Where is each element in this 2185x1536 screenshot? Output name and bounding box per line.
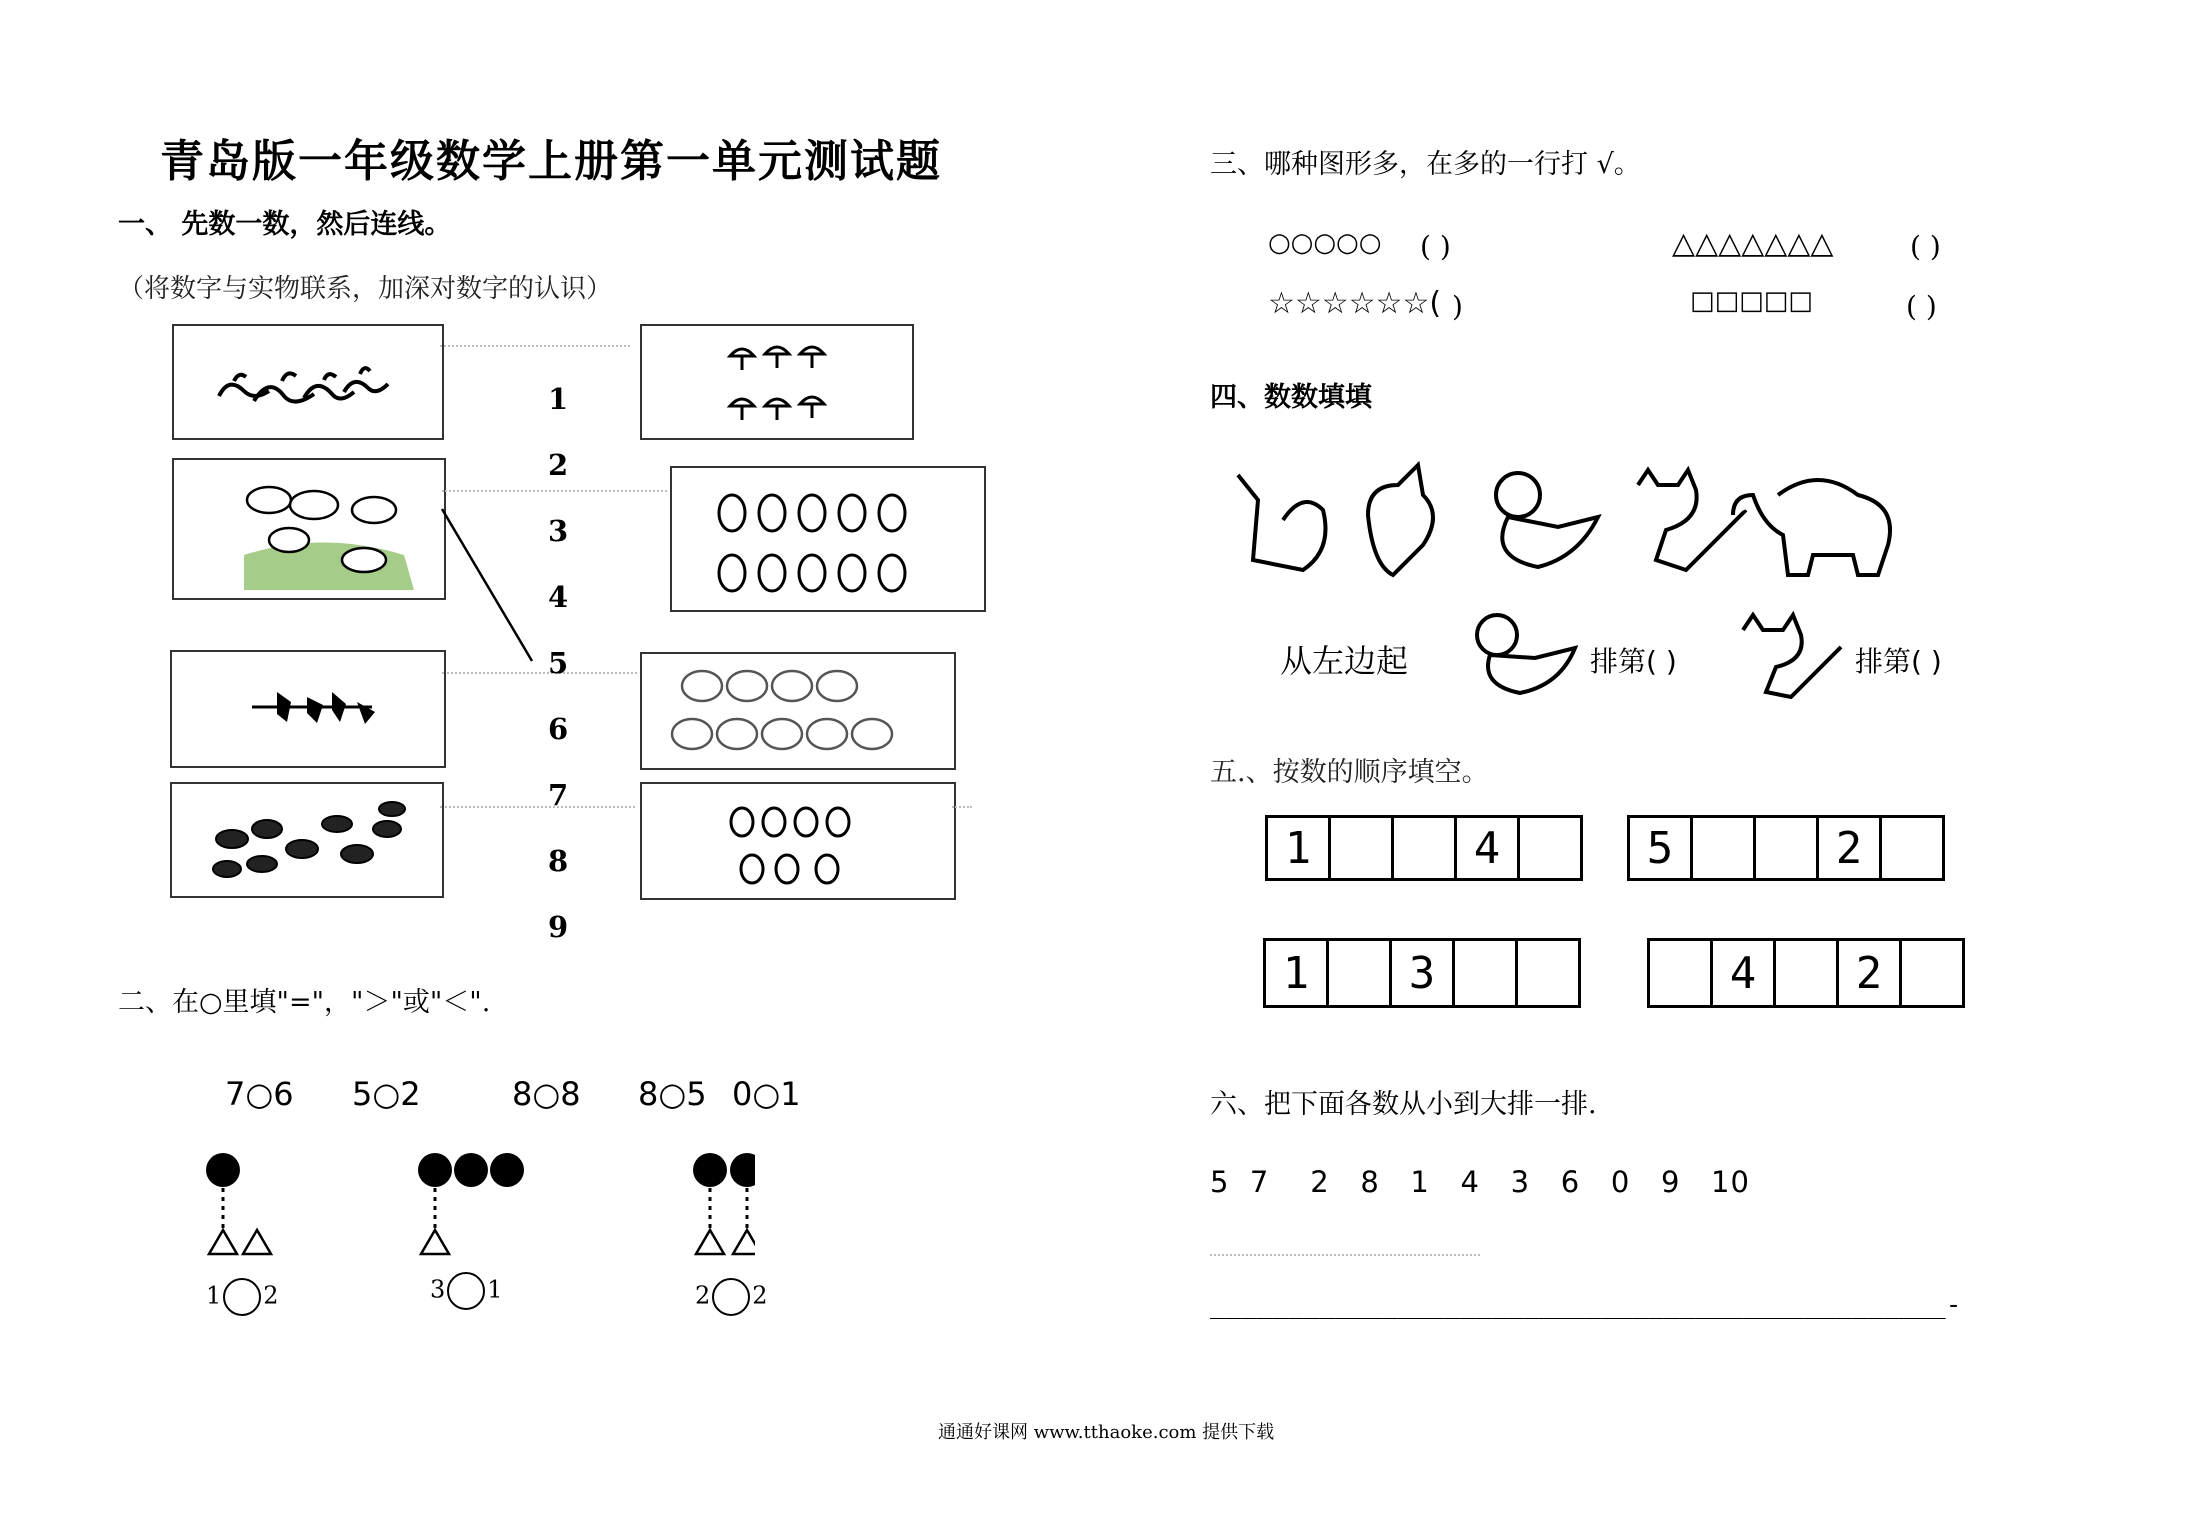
fish-picture [172, 784, 442, 896]
match-number: 5 [548, 646, 569, 680]
section-3-heading: 三、哪种图形多，在多的一行打 √。 [1210, 149, 1641, 180]
dots-triangles-diagram [195, 1150, 755, 1260]
compare-expression: 8○8 [512, 1075, 581, 1113]
compare-right: 2 [752, 1281, 768, 1310]
sequence-cell[interactable]: 3 [1392, 941, 1455, 1005]
guide-line [442, 672, 637, 674]
match-number: 3 [548, 514, 569, 548]
match-number: 4 [548, 580, 569, 614]
answer-paren[interactable]: ) [1452, 290, 1463, 323]
sequence-cell[interactable] [1902, 941, 1962, 1005]
picture-compare [206, 1278, 279, 1316]
guide-line [1210, 1254, 1480, 1256]
answer-line[interactable]: _______________________________________________- [1210, 1290, 1962, 1320]
guide-line [952, 806, 972, 808]
compare-left: 3 [430, 1275, 446, 1304]
footer-source: 通通好课网 www.tthaoke.com 提供下载 [938, 1422, 1275, 1443]
compare-right: 1 [487, 1275, 503, 1304]
picture-box-pears [640, 782, 956, 900]
section-5-heading: 五.、按数的顺序填空。 [1210, 757, 1489, 788]
sequence-cell[interactable] [1520, 818, 1580, 878]
number-sequence [1627, 815, 1945, 881]
sequence-cell[interactable] [1650, 941, 1713, 1005]
picture-box-pigeons [172, 458, 446, 600]
compare-circle[interactable] [223, 1278, 261, 1316]
sequence-cell[interactable]: 1 [1268, 818, 1331, 878]
answer-paren[interactable]: ( ) [1910, 230, 1941, 263]
match-number: 6 [548, 712, 569, 746]
picture-compare [695, 1278, 768, 1316]
section-1-heading: 一、 先数一数，然后连线。 [118, 209, 452, 240]
picture-box-swallows [170, 650, 446, 768]
sequence-cell[interactable] [1882, 818, 1942, 878]
duck-icon [1462, 605, 1592, 700]
compare-expression: 0○1 [732, 1075, 801, 1113]
swallows-picture [172, 652, 444, 766]
pigeons-picture [174, 460, 444, 598]
compare-left: 1 [206, 1281, 222, 1310]
sequence-cell[interactable] [1756, 818, 1819, 878]
sequence-cell[interactable]: 4 [1457, 818, 1520, 878]
squares-row: □□□□□ [1690, 286, 1813, 316]
sequence-cell[interactable] [1776, 941, 1839, 1005]
cat-icon [1728, 605, 1848, 700]
page-title: 青岛版一年级数学上册第一单元测试题 [160, 136, 942, 187]
sequence-cell[interactable]: 2 [1819, 818, 1882, 878]
picture-compare [430, 1272, 503, 1310]
compare-expression: 5○2 [352, 1075, 421, 1113]
sequence-cell[interactable]: 5 [1630, 818, 1693, 878]
compare-expression: 8○5 [638, 1075, 707, 1113]
answer-paren[interactable]: ( ) [1420, 230, 1451, 263]
compare-right: 2 [263, 1281, 279, 1310]
number-sequence [1265, 815, 1583, 881]
sequence-cell[interactable]: 1 [1266, 941, 1329, 1005]
section-6-heading: 六、把下面各数从小到大排一排. [1210, 1089, 1597, 1120]
sequence-cell[interactable] [1455, 941, 1518, 1005]
match-number: 9 [548, 910, 569, 944]
cabbages-picture [642, 654, 954, 768]
picture-box-fish [170, 782, 444, 898]
compare-circle[interactable] [712, 1278, 750, 1316]
guide-line [440, 806, 635, 808]
compare-circle[interactable] [447, 1272, 485, 1310]
section-2-heading: 二、在○里填"="，"＞"或"＜". [118, 987, 491, 1018]
sequence-cell[interactable] [1518, 941, 1578, 1005]
number-sequence [1647, 938, 1965, 1008]
picture-box-ducks [172, 324, 444, 440]
rank-label-cat[interactable]: 排第( ) [1855, 645, 1942, 678]
sequence-cell[interactable]: 4 [1713, 941, 1776, 1005]
match-number: 8 [548, 844, 569, 878]
match-number: 7 [548, 778, 569, 812]
triangles-row: △△△△△△△ [1672, 226, 1834, 261]
guide-line [442, 490, 667, 492]
section-4-heading: 四、数数填填 [1210, 382, 1372, 413]
mushrooms-picture [642, 326, 912, 438]
section-1-note: （将数字与实物联系，加深对数字的认识） [118, 274, 613, 304]
compare-left: 2 [695, 1281, 711, 1310]
rank-label-duck[interactable]: 排第( ) [1590, 645, 1677, 678]
sequence-cell[interactable] [1329, 941, 1392, 1005]
match-number: 1 [548, 382, 569, 416]
answer-paren[interactable]: ( ) [1906, 290, 1937, 323]
circles-row: ○○○○○ [1268, 228, 1382, 258]
picture-box-radishes [670, 466, 986, 612]
from-left-label: 从左边起 [1280, 642, 1409, 680]
picture-box-mushrooms [640, 324, 914, 440]
match-number: 2 [548, 448, 569, 482]
radishes-picture [672, 468, 984, 610]
sequence-cell[interactable]: 2 [1839, 941, 1902, 1005]
numbers-to-sort: 5 7 2 8 1 4 3 6 0 9 10 [1210, 1165, 1750, 1199]
guide-line [440, 345, 630, 347]
compare-expression: 7○6 [225, 1075, 294, 1113]
animals-lineup [1218, 455, 1978, 595]
sequence-cell[interactable] [1331, 818, 1394, 878]
sequence-cell[interactable] [1693, 818, 1756, 878]
example-connect-line [440, 505, 540, 665]
pears-picture [642, 784, 954, 898]
ducks-picture [174, 326, 442, 438]
picture-box-cabbages [640, 652, 956, 770]
stars-row: ☆☆☆☆☆☆( [1268, 286, 1442, 321]
sequence-cell[interactable] [1394, 818, 1457, 878]
number-sequence [1263, 938, 1581, 1008]
